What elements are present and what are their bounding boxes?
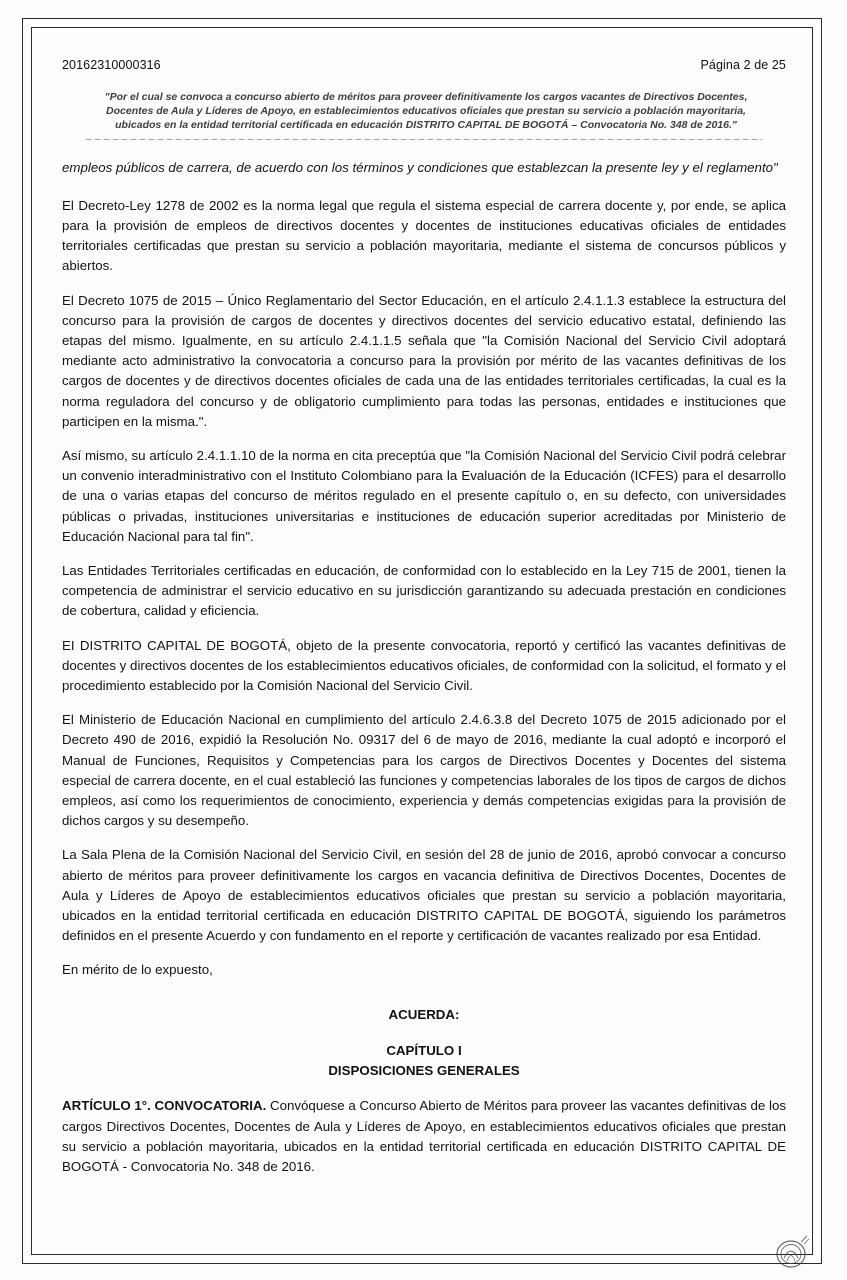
paragraph-entidades-territoriales: Las Entidades Territoriales certificadas en educación, de conformidad con lo establecido en la Ley 715 de 2001, tienen la competencia de administrar el servicio educativo en su jurisdicción garantizando su adecuada prestación en condiciones de cobertura, calidad y eficiencia. bbox=[62, 562, 786, 619]
acuerda-heading: ACUERDA: bbox=[388, 1006, 460, 1022]
header-divider bbox=[86, 139, 762, 140]
paragraph-en-merito: En mérito de lo expuesto, bbox=[62, 962, 213, 978]
paragraph-continuation: empleos públicos de carrera, de acuerdo con los términos y condiciones que establezcan la presente ley y el reglamento" bbox=[62, 159, 778, 175]
page-number: Página 2 de 25 bbox=[700, 58, 786, 72]
paragraph-distrito-capital: EI DISTRITO CAPITAL DE BOGOTÁ, objeto de la presente convocatoria, reportó y certificó las vacantes definitivas de docentes y directivos docentes de los establecimientos educativos oficiales, de conformidad con la solicitud, el formato y el procedimiento establecido por la Comisión Nacional del Servicio Civil. bbox=[62, 637, 786, 693]
paragraph-articulo-241110: Así mismo, su artículo 2.4.1.1.10 de la norma en cita preceptúa que "la Comisión Nacional del Servicio Civil podrá celebrar un convenio interadministrativo con el Instituto Colombiano para la Evaluación de la Educación (ICFES) para el desarrollo de una o varias etapas del concurso de méritos regulado en el presente capítulo o, en su defecto, con universidades públicas o privadas, instituciones universitarias e instituciones de educación superior acreditadas por Ministerio de Educación Nacional para tal fin". bbox=[62, 447, 786, 544]
resolution-subtitle: "Por el cual se convoca a concurso abierto de méritos para proveer definitivamente los cargos vacantes de Directivos Docentes, Docentes de Aula y Líderes de Apoyo, en establecimientos educativos oficiales que prestan su servicio a población mayoritaria, ubicados en la entidad territorial certificada en educación DISTRITO CAPITAL DE BOGOTÁ – Convocatoria No. 348 de 2016." bbox=[104, 91, 748, 132]
article-1-label: ARTÍCULO 1°. CONVOCATORIA. bbox=[62, 1098, 267, 1114]
document-code: 20162310000316 bbox=[62, 58, 161, 72]
paragraph-sala-plena: La Sala Plena de la Comisión Nacional del Servicio Civil, en sesión del 28 de junio de 2016, aprobó convocar a concurso abierto de méritos para proveer definitivamente los cargos en vacancia definitiva de Directivos Docentes, Docentes de Aula y Líderes de Apoyo de establecimientos educativos oficiales que prestan su servicio a población mayoritaria, ubicados en la entidad territorial certificada en educación DISTRITO CAPITAL DE BOGOTÁ, siguiendo los parámetros definidos en el presente Acuerdo y con fundamento en el reporte y certificación de vacantes realizado por esa Entidad. bbox=[62, 847, 786, 944]
chapter-heading: CAPÍTULO I bbox=[386, 1042, 462, 1058]
article-1-paragraph bbox=[62, 1096, 786, 1177]
page-content bbox=[62, 58, 786, 1228]
paragraph-decreto-1075: El Decreto 1075 de 2015 – Único Reglamentario del Sector Educación, en el artículo 2.4.1.1.3 establece la estructura del concurso para la provisión de cargos de docentes y directivos docentes del servicio educativo estatal, definiendo las etapas del mismo. Igualmente, en su artículo 2.4.1.1.5 señala que "la Comisión Nacional del Servicio Civil adoptará mediante acto administrativo la convocatoria a concurso para la provisión por mérito de las vacantes definitivas de los cargos de docentes y de directivos docentes oficiales de cada una de las entidades territoriales certificadas, la cual es la norma reguladora del concurso y de obligatorio cumplimiento para todas las personas, entidades e instituciones que participen en la misma.". bbox=[62, 292, 786, 429]
article-1-text: Convóquese a Concurso Abierto de Méritos para proveer las vacantes definitivas de los cargos Directivos Docentes, Docentes de Aula y Líderes de Apoyo, en establecimientos educativos oficiales que prestan su servicio a población mayoritaria, ubicados en la entidad territorial certificada en educación DISTRITO CAPITAL DE BOGOTÁ - Convocatoria No. 348 de 2016. bbox=[62, 1098, 786, 1175]
official-stamp-icon bbox=[771, 1232, 813, 1274]
chapter-subheading: DISPOSICIONES GENERALES bbox=[328, 1062, 520, 1078]
paragraph-decreto-1278: El Decreto-Ley 1278 de 2002 es la norma legal que regula el sistema especial de carrera docente y, por ende, se aplica para la provisión de empleos de directivos docentes y docentes de instituciones educativas oficiales de entidades territoriales certificadas que prestan su servicio a población mayoritaria, mediante el sistema de concursos públicos y abiertos. bbox=[62, 197, 786, 274]
paragraph-ministerio-educacion: El Ministerio de Educación Nacional en cumplimiento del artículo 2.4.6.3.8 del Decreto 1075 de 2015 adicionado por el Decreto 490 de 2016, expidió la Resolución No. 09317 del 6 de mayo de 2016, mediante la cual adoptó e incorporó el Manual de Funciones, Requisitos y Competencias para los cargos de Directivos Docentes y Docentes del sistema especial de carrera docente, en el cual estableció las funciones y competencias laborales de los tipos de cargos de dichos empleos, así como los requerimientos de conocimiento, experiencia y demás competencias exigidas para la provisión de dichos cargos y su desempeño. bbox=[62, 712, 786, 829]
document-header bbox=[62, 58, 786, 72]
